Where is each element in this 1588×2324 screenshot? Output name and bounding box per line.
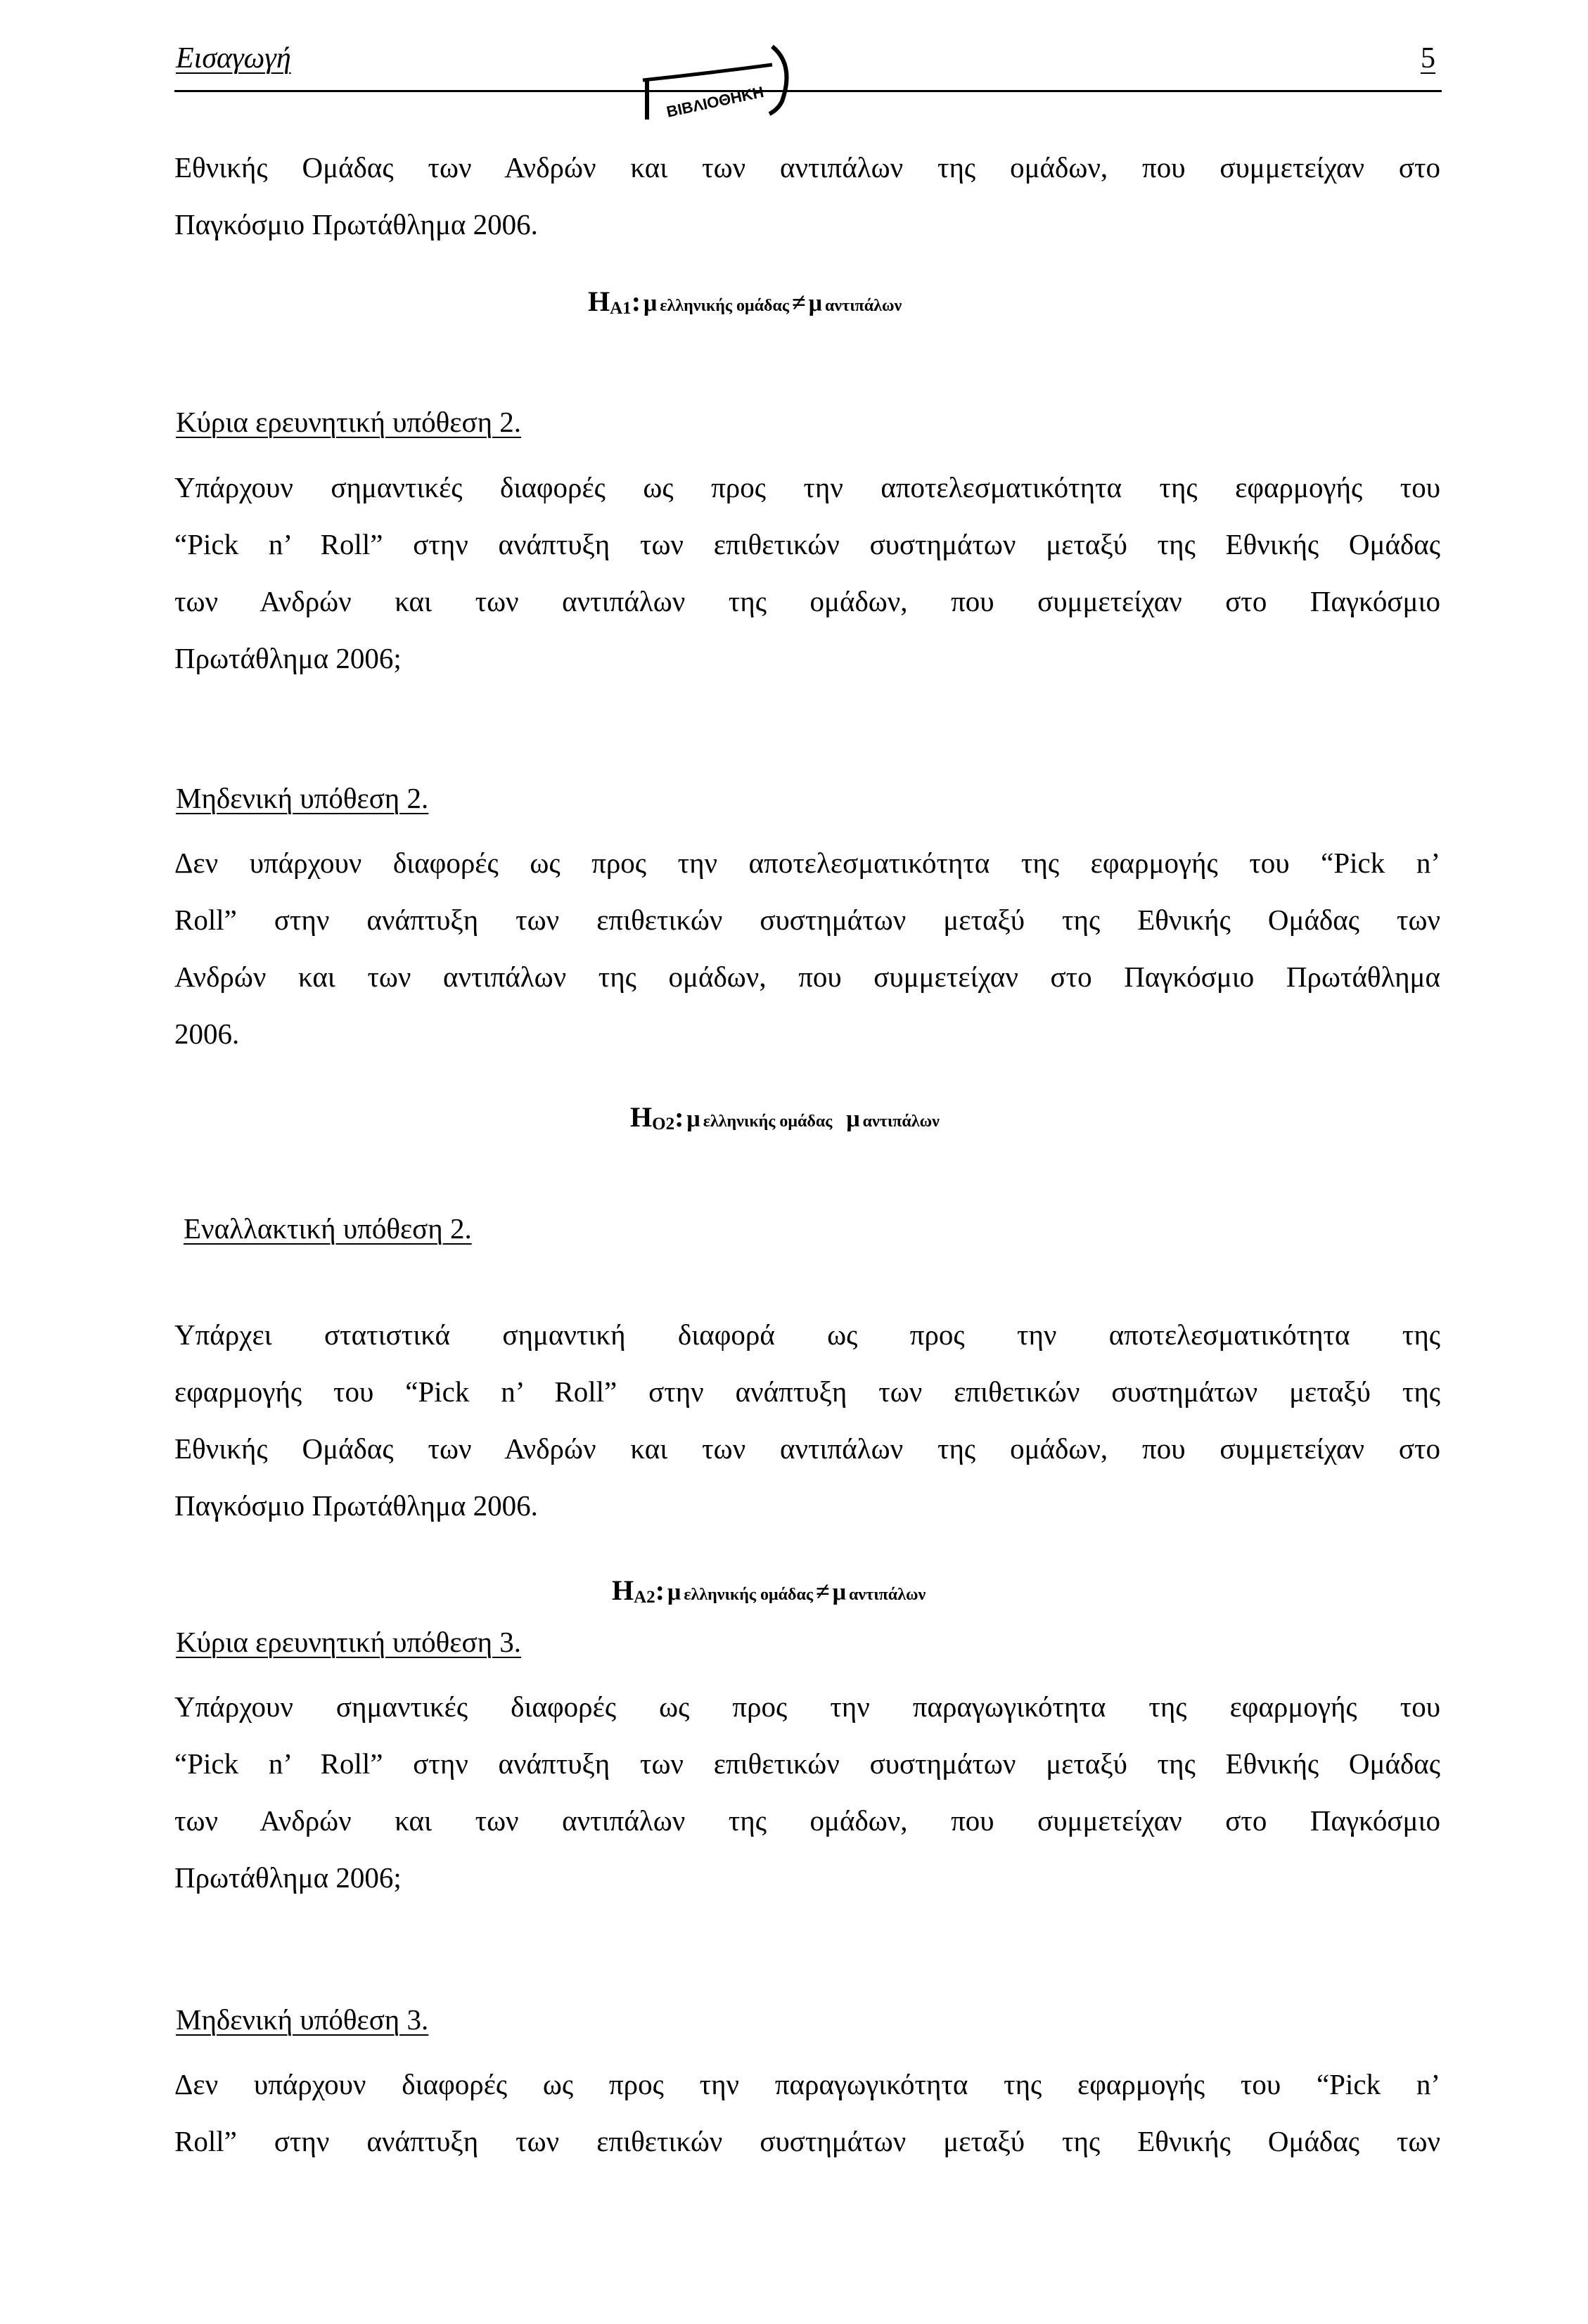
library-stamp [632, 37, 800, 121]
formula-group: ελληνικής ομάδας [660, 297, 789, 315]
header-rule [174, 90, 1442, 92]
text-line: Roll” στην ανάπτυξη των επιθετικών συστημάτων μεταξύ της Εθνικής Ομάδας των [174, 2125, 1440, 2157]
hypothesis-paragraph [174, 459, 1440, 687]
text-line: “Pick n’ Roll” στην ανάπτυξη των επιθετικών συστημάτων μεταξύ της Εθνικής Ομάδας [174, 1747, 1440, 1780]
formula-group: ελληνικής ομάδας [703, 1112, 833, 1131]
hypothesis-paragraph [174, 2056, 1440, 2170]
hypothesis-paragraph [174, 1307, 1440, 1534]
text-line: Παγκόσμιο Πρωτάθλημα 2006. [174, 1489, 538, 1522]
formula-h: H [612, 1574, 634, 1606]
text-line: Υπάρχει στατιστικά σημαντική διαφορά ως προς την αποτελεσματικότητα της [174, 1318, 1440, 1351]
text-line: “Pick n’ Roll” στην ανάπτυξη των επιθετικών συστημάτων μεταξύ της Εθνικής Ομάδας [174, 528, 1440, 560]
formula-group: αντιπάλων [862, 1112, 940, 1131]
not-equal-symbol: ≠ [791, 288, 806, 316]
text-line: εφαρμογής του “Pick n’ Roll” στην ανάπτυξη των επιθετικών συστημάτων μεταξύ της [174, 1375, 1440, 1408]
text-line: Πρωτάθλημα 2006; [174, 642, 402, 674]
formula-subscript: O2 [652, 1115, 675, 1134]
formula-h: H [630, 1101, 653, 1133]
hypothesis-paragraph [174, 835, 1440, 1063]
section-heading: Μηδενική υπόθεση 3. [176, 2003, 429, 2036]
hypothesis-paragraph [174, 1678, 1440, 1906]
text-line: Υπάρχουν σημαντικές διαφορές ως προς την αποτελεσματικότητα της εφαρμογής του [174, 471, 1440, 503]
text-line: των Ανδρών και των αντιπάλων της ομάδων, που συμμετείχαν στο Παγκόσμιο [174, 585, 1440, 617]
section-heading: Εναλλακτική υπόθεση 2. [184, 1212, 472, 1245]
hypothesis-formula-ha1: HA1: μ ελληνικής ομάδας ≠ μ αντιπάλων [588, 285, 902, 318]
section-heading: Κύρια ερευνητική υπόθεση 3. [176, 1626, 522, 1658]
formula-group: αντιπάλων [825, 297, 902, 315]
formula-h: H [588, 285, 610, 317]
text-line: Roll” στην ανάπτυξη των επιθετικών συστημάτων μεταξύ της Εθνικής Ομάδας των [174, 904, 1440, 936]
not-equal-symbol: ≠ [815, 1577, 830, 1605]
text-line: Δεν υπάρχουν διαφορές ως προς την αποτελεσματικότητα της εφαρμογής του “Pick n’ [174, 847, 1440, 879]
text-line: Εθνικής Ομάδας των Ανδρών και των αντιπάλων της ομάδων, που συμμετείχαν στο [174, 151, 1440, 184]
intro-paragraph [174, 139, 1440, 253]
text-line: Εθνικής Ομάδας των Ανδρών και των αντιπάλων της ομάδων, που συμμετείχαν στο [174, 1432, 1440, 1465]
mu-symbol: μ [686, 1106, 700, 1132]
formula-group: ελληνικής ομάδας [684, 1586, 813, 1604]
page-number: 5 [1421, 42, 1435, 75]
mu-symbol: μ [832, 1579, 847, 1605]
formula-group: αντιπάλων [849, 1586, 926, 1604]
text-line: 2006. [174, 1017, 240, 1050]
text-line: Δεν υπάρχουν διαφορές ως προς την παραγωγικότητα της εφαρμογής του “Pick n’ [174, 2068, 1440, 2100]
section-heading: Κύρια ερευνητική υπόθεση 2. [176, 406, 522, 438]
chapter-title: Εισαγωγή [176, 42, 291, 75]
text-line: Ανδρών και των αντιπάλων της ομάδων, που συμμετείχαν στο Παγκόσμιο Πρωτάθλημα [174, 961, 1440, 993]
mu-symbol: μ [643, 290, 658, 316]
text-line: Υπάρχουν σημαντικές διαφορές ως προς την παραγωγικότητα της εφαρμογής του [174, 1690, 1440, 1723]
text-line: Παγκόσμιο Πρωτάθλημα 2006. [174, 208, 538, 240]
svg-text:ΒΙΒΛΙΟΘΗΚΗ: ΒΙΒΛΙΟΘΗΚΗ [665, 82, 766, 121]
hypothesis-formula-ho2: HO2: μ ελληνικής ομάδας μ αντιπάλων [630, 1101, 940, 1134]
mu-symbol: μ [808, 290, 823, 316]
formula-subscript: A2 [634, 1588, 655, 1607]
hypothesis-formula-ha2: HA2: μ ελληνικής ομάδας ≠ μ αντιπάλων [612, 1574, 926, 1607]
mu-symbol: μ [667, 1579, 681, 1605]
formula-subscript: A1 [610, 299, 632, 318]
text-line: των Ανδρών και των αντιπάλων της ομάδων, που συμμετείχαν στο Παγκόσμιο [174, 1804, 1440, 1837]
text-line: Πρωτάθλημα 2006; [174, 1861, 402, 1894]
mu-symbol: μ [846, 1106, 860, 1132]
section-heading: Μηδενική υπόθεση 2. [176, 782, 429, 814]
